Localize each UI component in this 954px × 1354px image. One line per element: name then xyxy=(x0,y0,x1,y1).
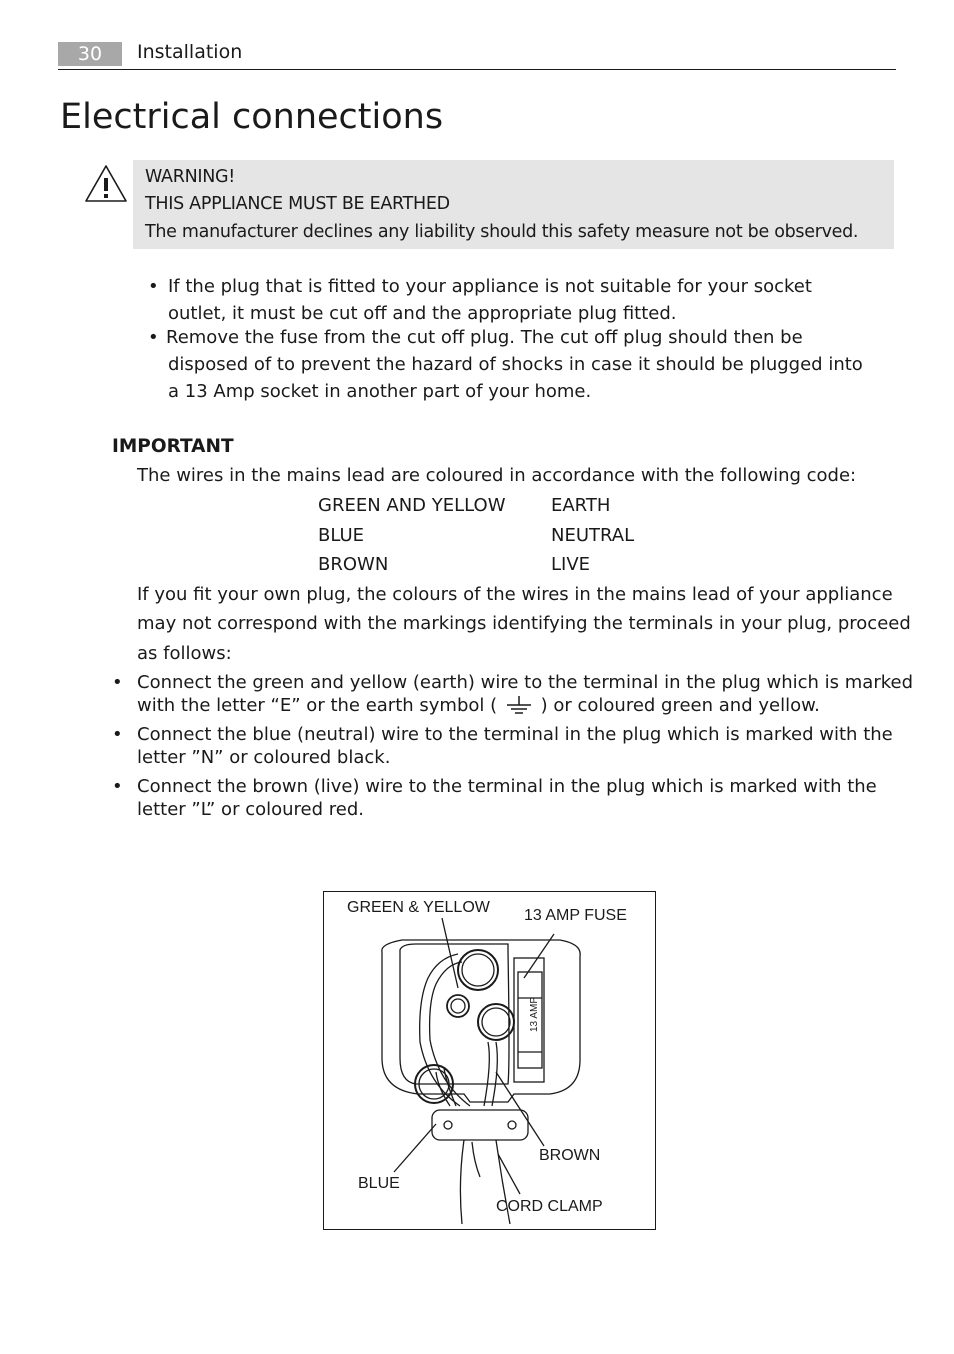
own-plug-line: as follows: xyxy=(137,643,232,664)
wire-meaning: EARTH xyxy=(551,495,611,517)
section-label: Installation xyxy=(137,41,243,63)
fuse-label: 13 AMP FUSE xyxy=(524,907,627,924)
cord-clamp-label: CORD CLAMP xyxy=(496,1198,603,1215)
fuse-marking: 13 AMP xyxy=(529,996,540,1032)
green-yellow-label: GREEN & YELLOW xyxy=(347,899,490,916)
note-line: outlet, it must be cut off and the appropriate plug fitted. xyxy=(168,303,677,324)
bullet: • xyxy=(148,276,159,297)
wire-colour: BLUE xyxy=(318,524,365,546)
note-line: Remove the fuse from the cut off plug. The cut off plug should then be xyxy=(166,327,803,348)
table-row xyxy=(318,550,634,580)
plug-wiring-diagram xyxy=(323,891,656,1230)
brown-label: BROWN xyxy=(539,1147,601,1164)
own-plug-line: may not correspond with the markings identifying the terminals in your plug, proceed xyxy=(137,613,911,634)
note-line: a 13 Amp socket in another part of your home. xyxy=(168,381,592,402)
note-line: If the plug that is fitted to your appliance is not suitable for your socket xyxy=(168,276,812,297)
bullet: • xyxy=(148,327,159,348)
step-line: letter ”N” or coloured black. xyxy=(137,747,391,768)
warning-earthed: THIS APPLIANCE MUST BE EARTHED xyxy=(145,194,450,214)
table-row xyxy=(318,491,634,521)
page-number: 30 xyxy=(58,42,122,66)
step-text: with the letter “E” or the earth symbol ( xyxy=(137,695,498,716)
earth-symbol-icon xyxy=(503,694,535,716)
wire-code-table xyxy=(318,491,634,580)
step-line: letter ”L” or coloured red. xyxy=(137,799,364,820)
warning-heading: WARNING! xyxy=(145,167,235,187)
page-title: Electrical connections xyxy=(60,97,444,137)
bullet: • xyxy=(112,776,123,797)
step-line xyxy=(137,693,820,719)
table-row xyxy=(318,521,634,551)
blue-label: BLUE xyxy=(358,1175,400,1192)
wire-meaning: LIVE xyxy=(551,554,591,576)
step-line: Connect the green and yellow (earth) wire to the terminal in the plug which is marked xyxy=(137,672,913,693)
note-line: disposed of to prevent the hazard of shocks in case it should be plugged into xyxy=(168,354,863,375)
step-text: ) or coloured green and yellow. xyxy=(540,695,820,716)
bullet: • xyxy=(112,672,123,693)
warning-liability: The manufacturer declines any liability should this safety measure not be observed. xyxy=(145,222,859,242)
bullet: • xyxy=(112,724,123,745)
own-plug-line: If you fit your own plug, the colours of the wires in the mains lead of your appliance xyxy=(137,584,893,605)
warning-triangle-icon xyxy=(84,164,128,204)
warning-box xyxy=(133,160,894,249)
header-rule xyxy=(58,69,896,70)
wire-colour: BROWN xyxy=(318,554,389,576)
step-line: Connect the blue (neutral) wire to the terminal in the plug which is marked with the xyxy=(137,724,893,745)
wire-colour: GREEN AND YELLOW xyxy=(318,495,506,517)
wire-meaning: NEUTRAL xyxy=(551,524,635,546)
step-line: Connect the brown (live) wire to the terminal in the plug which is marked with the xyxy=(137,776,877,797)
wire-code-intro: The wires in the mains lead are coloured in accordance with the following code: xyxy=(137,465,857,486)
important-heading: IMPORTANT xyxy=(112,436,234,457)
